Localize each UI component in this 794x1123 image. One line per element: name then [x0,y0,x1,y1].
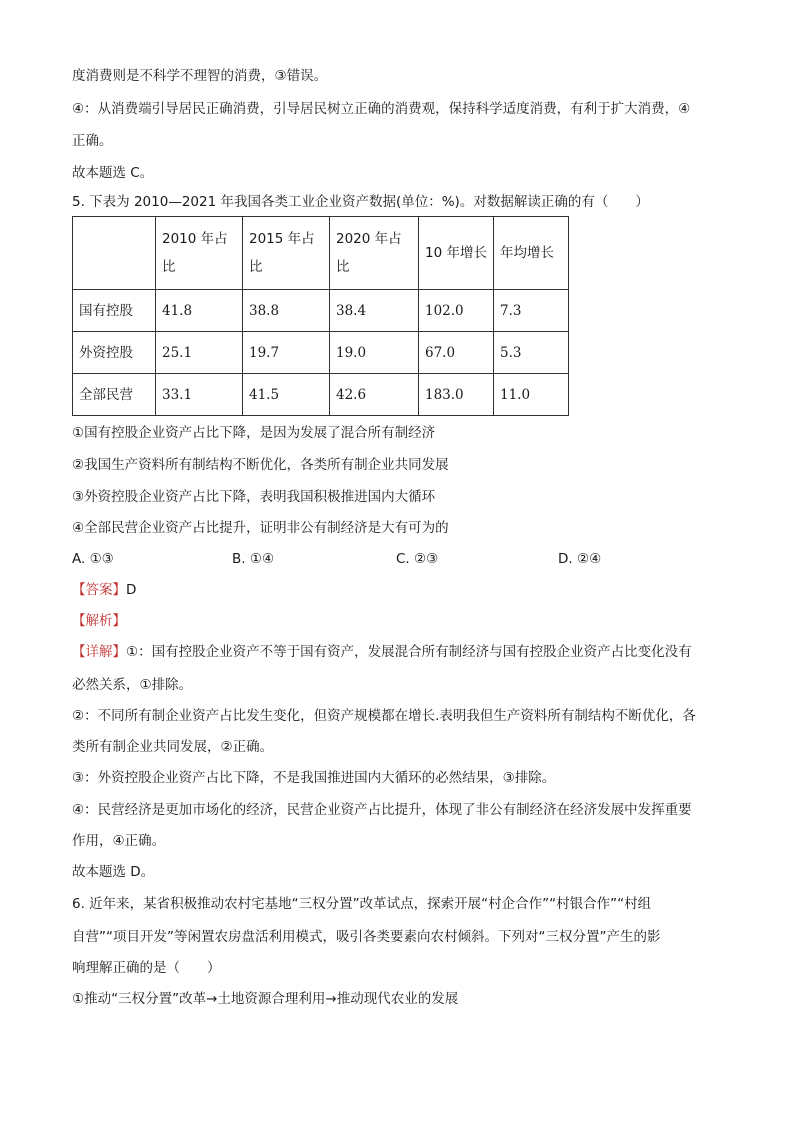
table-cell: 102.0 [419,290,494,332]
table-cell: 183.0 [419,374,494,416]
table-row [73,332,569,374]
table-cell: 38.8 [243,290,330,332]
option-d: D. ②④ [558,551,602,567]
explanation-line: 故本题选 D。 [72,864,155,880]
table-cell: 19.0 [330,332,419,374]
question-5-stem: 5. 下表为 2010—2021 年我国各类工业企业资产数据(单位：%)。对数据解读正确的有（ ） [72,194,649,210]
answer-label: 【答案】 [72,582,126,598]
option-a: A. ①③ [72,551,114,567]
statement: ③外资控股企业资产占比下降，表明我国积极推进国内大循环 [72,489,436,505]
option-b: B. ①④ [232,551,275,567]
question-6-stem: 自营”“项目开发”等闲置农房盘活利用模式，吸引各类要素向农村倾斜。下列对“三权分置”产生的影 [72,929,661,945]
table-header-cell: 2015 年占比 [243,217,330,290]
table-cell: 38.4 [330,290,419,332]
text-line: 故本题选 C。 [72,165,154,181]
statement: ④全部民营企业资产占比提升，证明非公有制经济是大有可为的 [72,520,449,536]
text-line: ④：从消费端引导居民正确消费，引导居民树立正确的消费观，保持科学适度消费，有利于扩大消费，④ [72,101,691,117]
explanation-line: ③：外资控股企业资产占比下降，不是我国推进国内大循环的必然结果，③排除。 [72,770,556,786]
text-line: 正确。 [72,133,113,149]
table-row-label: 全部民营 [73,374,156,416]
table-cell: 5.3 [494,332,569,374]
table-header-cell: 2010 年占比 [156,217,243,290]
question-6-stem: 6. 近年来，某省积极推动农村宅基地“三权分置”改革试点，探索开展“村企合作”“村银合作”“村组 [72,896,652,912]
explanation-line: ④：民营经济是更加市场化的经济，民营企业资产占比提升，体现了非公有制经济在经济发展中发挥重要 [72,802,692,818]
detail-label: 【详解】 [72,644,126,660]
table-cell: 7.3 [494,290,569,332]
table-header-cell [73,217,156,290]
table-cell: 41.5 [243,374,330,416]
asset-data-table [72,216,569,416]
table-row [73,290,569,332]
table-row-label: 国有控股 [73,290,156,332]
question-6-stem: 响理解正确的是（ ） [72,960,221,976]
table-cell: 41.8 [156,290,243,332]
statement: ①国有控股企业资产占比下降，是因为发展了混合所有制经济 [72,425,436,441]
text-line: 度消费则是不科学不理智的消费，③错误。 [72,68,328,84]
explanation-text: ①：国有控股企业资产不等于国有资产，发展混合所有制经济与国有控股企业资产占比变化没有 [126,644,692,660]
table-cell: 11.0 [494,374,569,416]
table-header-cell: 2020 年占比 [330,217,419,290]
table-cell: 33.1 [156,374,243,416]
analysis-label: 【解析】 [72,613,126,629]
table-header-row [73,217,569,290]
explanation-line: 必然关系，①排除。 [72,677,193,693]
answer-line [72,580,136,600]
table-header-cell: 年均增长 [494,217,569,290]
answer-options [72,549,722,569]
statement: ①推动“三权分置”改革→土地资源合理利用→推动现代农业的发展 [72,991,459,1007]
table-row-label: 外资控股 [73,332,156,374]
answer-value: D [126,582,137,598]
table-header-cell: 10 年增长 [419,217,494,290]
explanation-line: 类所有制企业共同发展，②正确。 [72,739,274,755]
table-cell: 42.6 [330,374,419,416]
statement: ②我国生产资料所有制结构不断优化，各类所有制企业共同发展 [72,457,449,473]
explanation-line [72,642,692,662]
explanation-line: 作用，④正确。 [72,833,166,849]
table-cell: 19.7 [243,332,330,374]
explanation-line: ②：不同所有制企业资产占比发生变化，但资产规模都在增长.表明我但生产资料所有制结构不断优化，各 [72,708,696,724]
option-c: C. ②③ [396,551,439,567]
table-cell: 67.0 [419,332,494,374]
table-row [73,374,569,416]
table-cell: 25.1 [156,332,243,374]
